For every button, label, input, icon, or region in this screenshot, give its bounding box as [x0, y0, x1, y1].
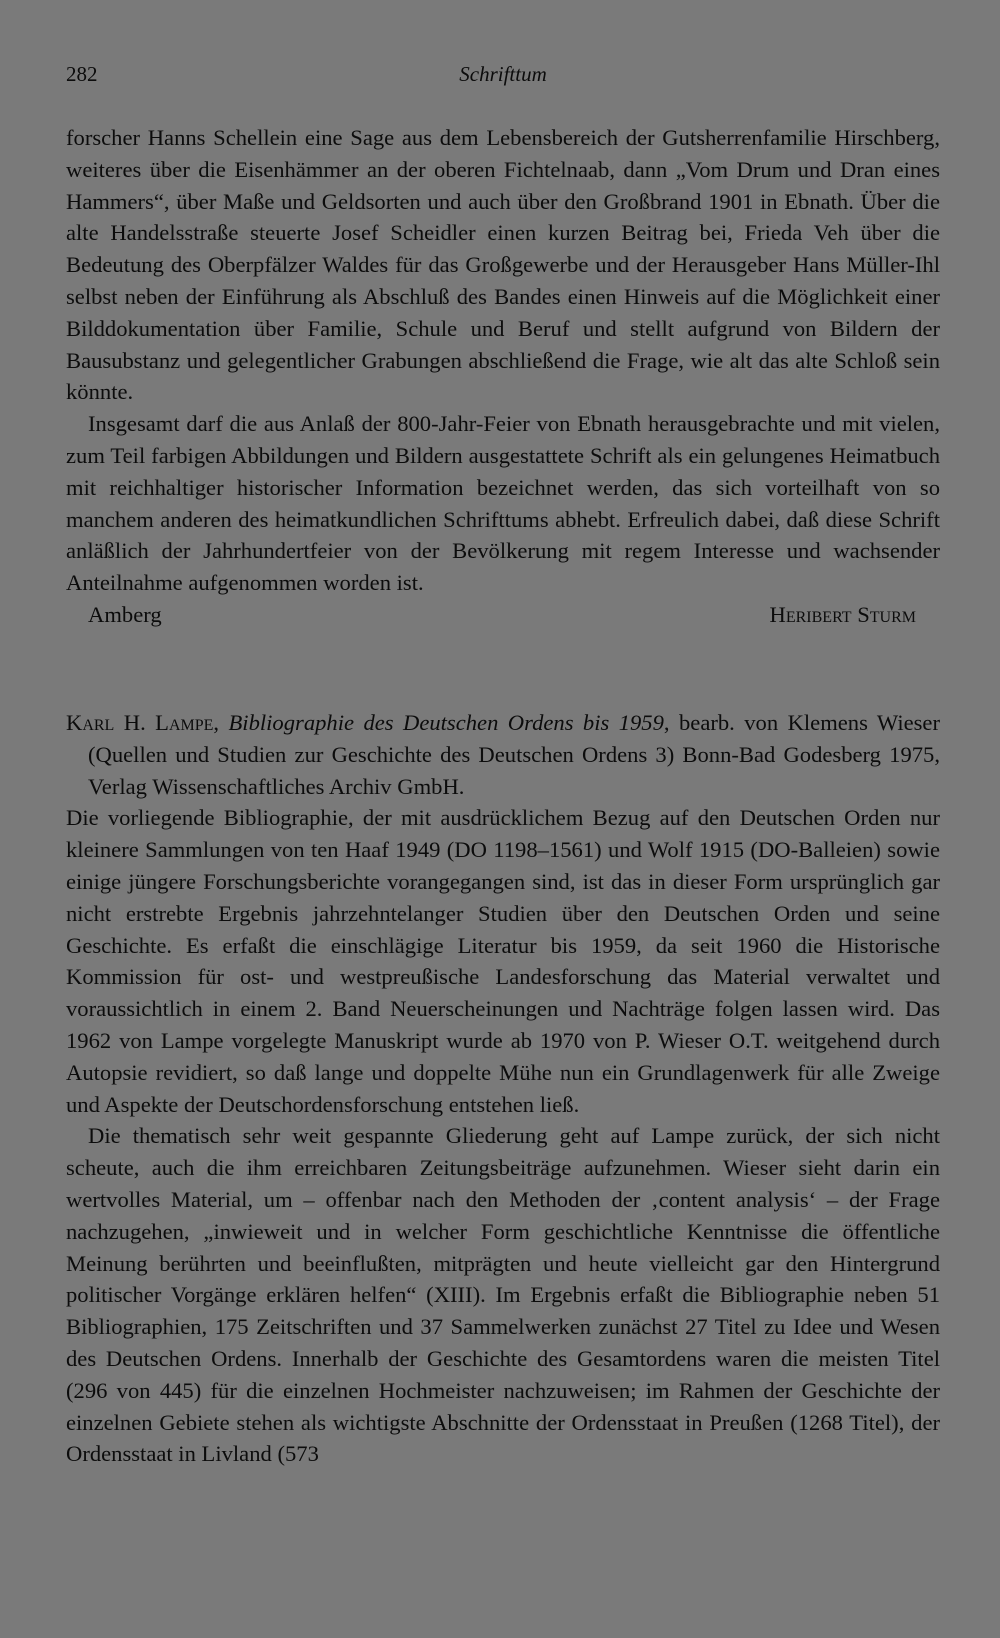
review-signature: [66, 599, 940, 631]
page-header: [66, 58, 940, 90]
book-details: , bearb. von Klemens Wieser (Quellen und Studien zur Geschichte des Deutschen Ordens 3) Bonn-Bad Godesberg 1975, Verlag Wissenschaftliches Archiv GmbH.: [88, 710, 940, 799]
review-place: Amberg: [88, 601, 162, 627]
reviewer-name: Heribert Sturm: [769, 601, 916, 627]
review-paragraph: Die vorliegende Bibliographie, der mit ausdrücklichem Bezug auf den Deutschen Orden nur kleinere Sammlungen von ten Haaf 1949 (DO 1198–1561) und Wolf 1915 (DO-Balleien) sowie einige jüngere Forschungsberichte vorangegangen sind, ist das in dieser Form ursprünglich gar nicht erstrebte Ergebnis jahrzehntelanger Studien über den Deutschen Orden und seine Geschichte. Es erfaßt die einschlägige Literatur bis 1959, da seit 1960 die Historische Kommission für ost- und westpreußische Landesforschung das Material verwaltet und voraussichtlich in einem 2. Band Neuerscheinungen und Nachträge folgen lassen wird. Das 1962 von Lampe vorgelegte Manuskript wurde ab 1970 von P. Wieser O.T. weitgehend durch Autopsie revidiert, so daß lange und doppelte Mühe nun ein Grundlagenwerk für alle Zweige und Aspekte der Deutschordensforschung entstehen ließ.: [66, 805, 940, 1117]
review-paragraph: Insgesamt darf die aus Anlaß der 800-Jahr-Feier von Ebnath herausgebrachte und mit vielen, zum Teil farbigen Abbildungen und Bildern ausgestattete Schrift als ein gelungenes Heimatbuch mit reichhaltiger historischer Information bezeichnet werden, das sich vorteilhaft von so manchem anderen des heimatkundlichen Schrifttums abhebt. Erfreulich dabei, daß diese Schrift anläßlich der Jahrhundertfeier von der Bevölkerung mit regem Interesse und wachsender Anteilnahme aufgenommen worden ist.: [66, 411, 940, 596]
book-author: Karl H. Lampe: [66, 710, 214, 735]
review-paragraph: forscher Hanns Schellein eine Sage aus dem Lebensbereich der Gutsherrenfamilie Hirschberg, weiteres über die Eisenhämmer an der oberen Fichtelnaab, dann „Vom Drum und Dran eines Hammers“, über Maße und Geldsorten und auch über den Großbrand 1901 in Ebnath. Über die alte Handelsstraße steuerte Josef Scheidler einen kurzen Beitrag bei, Frieda Veh über die Bedeutung des Oberpfälzer Waldes für das Großgewerbe und der Herausgeber Hans Müller-Ihl selbst neben der Einführung als Abschluß des Bandes einen Hinweis auf die Möglichkeit einer Bilddokumentation über Familie, Schule und Beruf und stellt aufgrund von Bildern der Bausubstanz und gelegentlicher Grabungen abschließend die Frage, wie alt das alte Schloß sein könnte.: [66, 125, 940, 405]
page-number: 282: [66, 62, 98, 86]
review-paragraph: Die thematisch sehr weit gespannte Gliederung geht auf Lampe zurück, der sich nicht scheute, auch die ihm erreichbaren Zeitungsbeiträge aufzunehmen. Wieser sieht darin ein wertvolles Material, um – offenbar nach den Methoden der ‚content analysis‘ – der Frage nachzugehen, „inwieweit und in welcher Form geschichtliche Kenntnisse die öffentliche Meinung berührten und beeinflußten, mitprägten und heute vielleicht gar den Hintergrund politischer Vorgänge erklären helfen“ (XIII). Im Ergebnis erfaßt die Bibliographie neben 51 Bibliographien, 175 Zeitschriften und 37 Sammelwerken zunächst 27 Titel zu Idee und Wesen des Deutschen Ordens. Innerhalb der Geschichte des Gesamtordens waren die meisten Titel (296 von 445) für die einzelnen Hochmeister nachzuweisen; im Rahmen der Geschichte der einzelnen Gebiete stehen als wichtigste Abschnitte der Ordensstaat in Preußen (1268 Titel), der Ordensstaat in Livland (573: [66, 1123, 940, 1467]
review-lampe: [66, 707, 940, 1470]
bibliographic-entry: Karl H. Lampe, Bibliographie des Deutschen Ordens bis 1959, bearb. von Klemens Wieser (Quellen und Studien zur Geschichte des Deutschen Ordens 3) Bonn-Bad Godesberg 1975, Verlag Wissenschaftliches Archiv GmbH.: [66, 710, 940, 799]
book-title: Bibliographie des Deutschen Ordens bis 1959: [228, 710, 664, 735]
running-title: Schrifttum: [459, 62, 547, 86]
review-sturm: [66, 122, 940, 631]
